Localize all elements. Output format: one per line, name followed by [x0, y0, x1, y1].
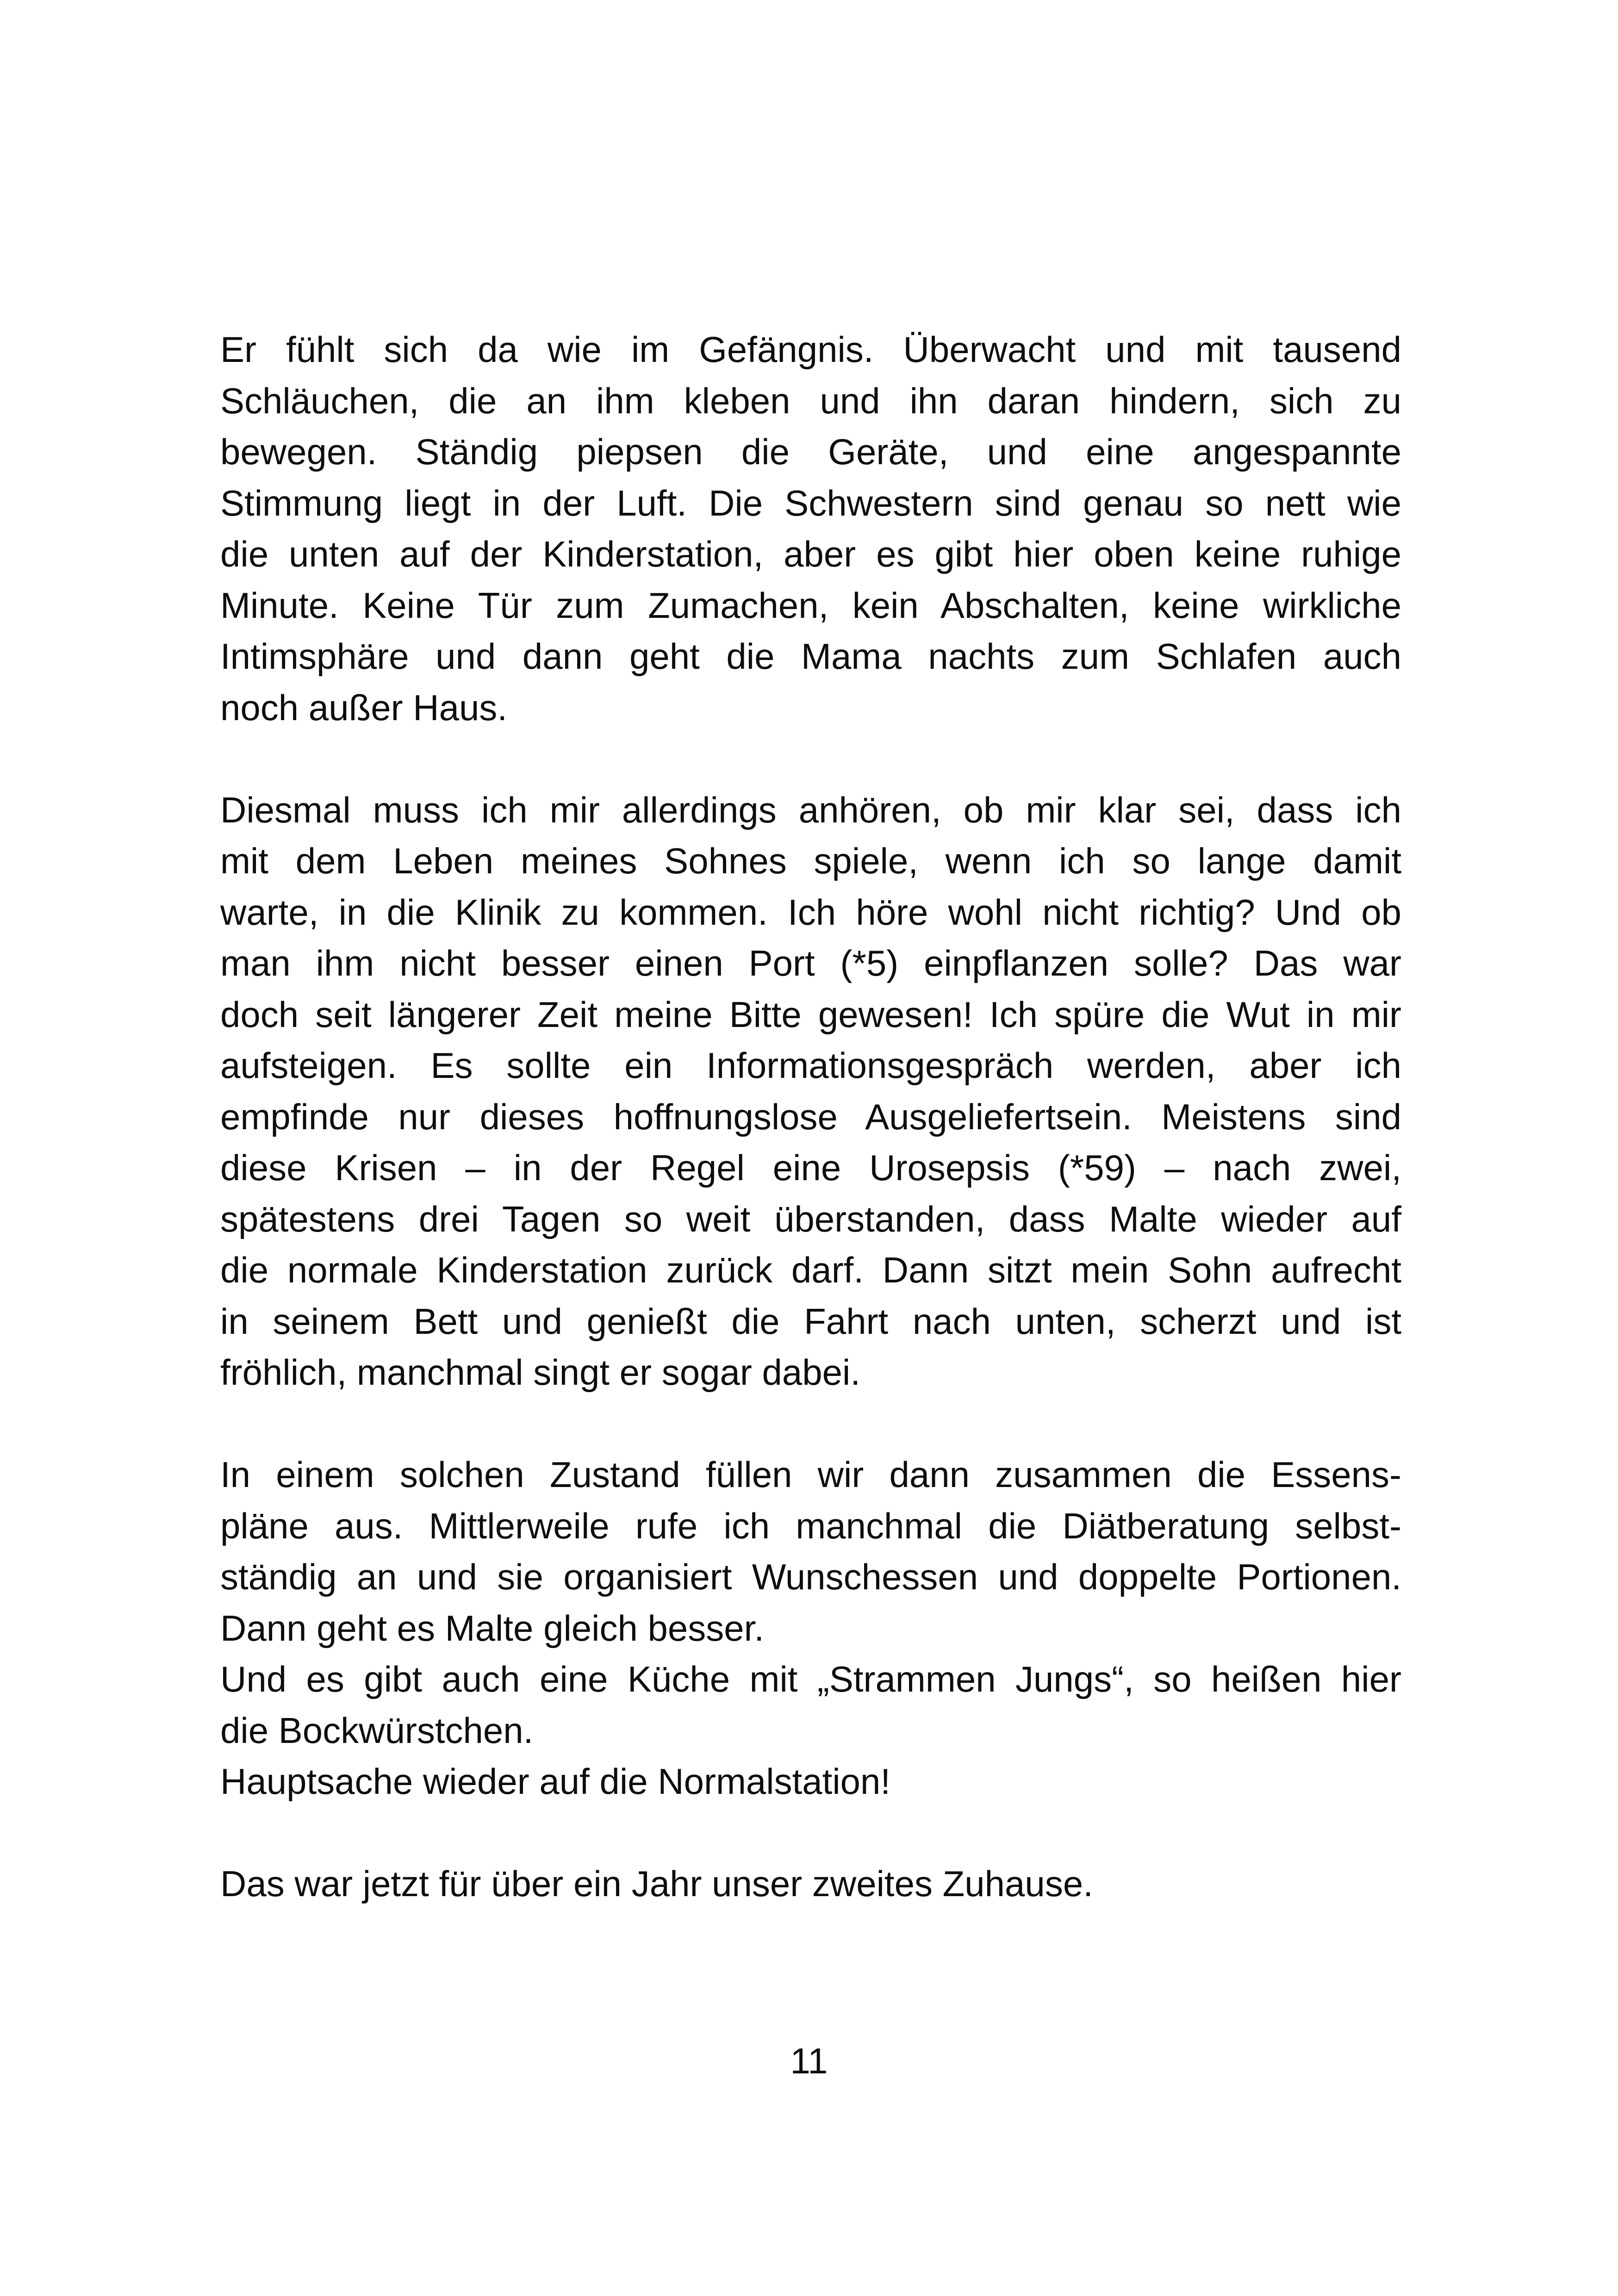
paragraph [220, 324, 1401, 733]
text-line: Er fühlt sich da wie im Gefängnis. Überwacht und mit tausend [220, 329, 1401, 370]
text-line: Dann geht es Malte gleich besser. [220, 1607, 765, 1649]
text-line: die unten auf der Kinderstation, aber es gibt hier oben keine ruhige [220, 534, 1401, 574]
paragraph [220, 1858, 1401, 1910]
page-number: 11 [790, 2041, 828, 2081]
text-line: mit dem Leben meines Sohnes spiele, wenn ich so lange damit [220, 840, 1401, 881]
text-line: aufsteigen. Es sollte ein Informationsgespräch werden, aber ich [220, 1045, 1401, 1086]
text-line: diese Krisen – in der Regel eine Urosepsis (*59) – nach zwei, [220, 1147, 1401, 1188]
text-line: Stimmung liegt in der Luft. Die Schwestern sind genau so nett wie [220, 482, 1401, 523]
paragraph [220, 1756, 1401, 1807]
text-line: die normale Kinderstation zurück darf. Dann sitzt mein Sohn aufrecht [220, 1250, 1401, 1290]
paragraph [220, 1449, 1401, 1654]
text-line: doch seit längerer Zeit meine Bitte gewesen! Ich spüre die Wut in mir [220, 994, 1401, 1035]
text-line: in seinem Bett und genießt die Fahrt nach unten, scherzt und ist [220, 1300, 1401, 1342]
text-line: warte, in die Klinik zu kommen. Ich höre wohl nicht richtig? Und ob [220, 891, 1401, 933]
text-line: In einem solchen Zustand füllen wir dann zusammen die Essens- [220, 1454, 1401, 1495]
text-line: pläne aus. Mittlerweile rufe ich manchmal die Diätberatung selbst- [220, 1505, 1401, 1546]
text-line: noch außer Haus. [220, 687, 508, 728]
text-line: empfinde nur dieses hoffnungslose Ausgeliefertsein. Meistens sind [220, 1096, 1401, 1137]
text-line: die Bockwürstchen. [220, 1710, 534, 1751]
text-line: Schläuchen, die an ihm kleben und ihn daran hindern, sich zu [220, 380, 1401, 421]
text-line: ständig an und sie organisiert Wunschessen und doppelte Portionen. [220, 1556, 1401, 1597]
text-line: Das war jetzt für über ein Jahr unser zweites Zuhause. [220, 1863, 1093, 1904]
text-line: Minute. Keine Tür zum Zumachen, kein Abschalten, keine wirkliche [220, 585, 1401, 626]
paragraph-spacer [220, 733, 1401, 784]
paragraph [220, 1654, 1401, 1756]
text-line: spätestens drei Tagen so weit überstanden, dass Malte wieder auf [220, 1198, 1401, 1239]
paragraph-spacer [220, 1807, 1401, 1859]
text-line: Und es gibt auch eine Küche mit „Strammen Jungs“, so heißen hier [220, 1659, 1401, 1699]
text-line: Hauptsache wieder auf die Normalstation! [220, 1761, 891, 1802]
page-body [220, 324, 1401, 1910]
text-line: Intimsphäre und dann geht die Mama nachts zum Schlafen auch [220, 636, 1401, 677]
paragraph-spacer [220, 1398, 1401, 1450]
text-line: fröhlich, manchmal singt er sogar dabei. [220, 1352, 861, 1393]
paragraph [220, 784, 1401, 1398]
text-line: Diesmal muss ich mir allerdings anhören, ob mir klar sei, dass ich [220, 789, 1401, 830]
text-line: man ihm nicht besser einen Port (*5) einpflanzen solle? Das war [220, 943, 1401, 983]
text-line: bewegen. Ständig piepsen die Geräte, und eine angespannte [220, 431, 1401, 472]
